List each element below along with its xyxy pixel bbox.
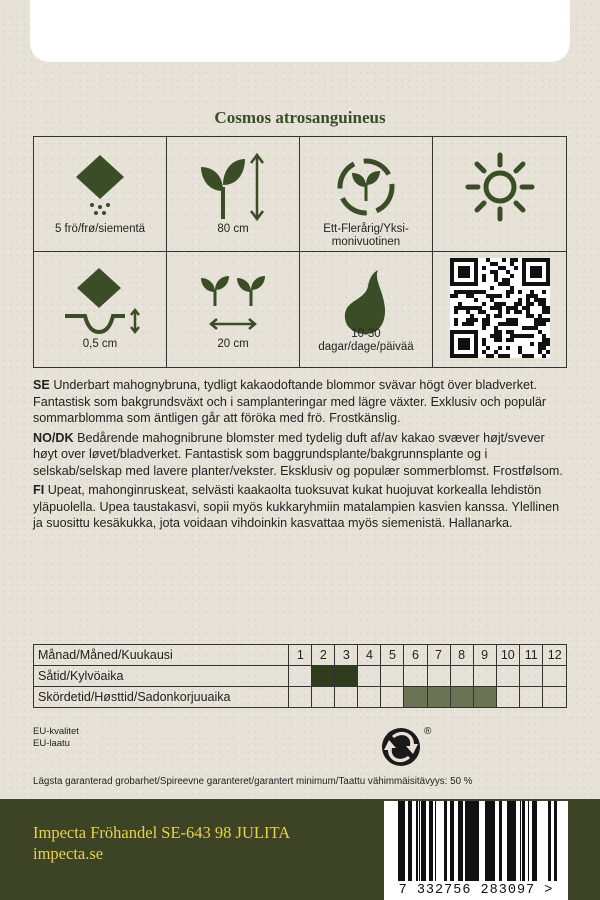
sow-7 (427, 666, 450, 687)
sow-3 (335, 666, 358, 687)
registered-mark: ® (424, 726, 432, 737)
seed-packet-icon (60, 147, 140, 227)
sow-12 (543, 666, 567, 687)
month-8: 8 (450, 645, 473, 666)
harvest-11 (520, 687, 543, 708)
sow-9 (473, 666, 496, 687)
plant-height-icon (193, 147, 273, 227)
description-nodk: NO/DK Bedårende mahognibrune blomster med tydelig duft af/av kakao svæver højt/svever høyt over løvet/bladverket. Fantastisk som baggrundsplante/bakgrunnsplante og i selskab/selskap med lavere planter/vekster. Eksklusiv og populær sommerblomst. Frostfølsom. (33, 430, 563, 478)
sowing-calendar (33, 644, 567, 708)
month-11: 11 (520, 645, 543, 666)
eu-line-1: EU-kvalitet (33, 726, 79, 737)
month-5: 5 (381, 645, 404, 666)
cell-sun (433, 137, 566, 252)
cell-spacing (167, 252, 300, 367)
description-block (33, 377, 567, 535)
calendar-header-label: Månad/Måned/Kuukausi (34, 645, 289, 666)
harvest-1 (289, 687, 312, 708)
cell-height (167, 137, 300, 252)
lifecycle-icon (326, 147, 406, 227)
calendar-row-harvest (34, 687, 567, 708)
eu-line-2: EU-laatu (33, 738, 70, 749)
sow-6 (404, 666, 427, 687)
lifecycle-caption: Ett-Flerårig/Yksi-monivuotinen (323, 223, 409, 248)
height-caption: 80 cm (217, 223, 249, 235)
sow-4 (358, 666, 381, 687)
germination-guarantee: Lägsta garanterad grobarhet/Spireevne garanteret/garantert minimum/Taattu vähimmäisitävyys: 50 % (33, 776, 473, 787)
harvest-6 (404, 687, 427, 708)
harvest-4 (358, 687, 381, 708)
month-3: 3 (335, 645, 358, 666)
sow-5 (381, 666, 404, 687)
cell-sowing-depth (34, 252, 167, 367)
month-4: 4 (358, 645, 381, 666)
barcode-number: 7 332756 283097 > (398, 883, 554, 898)
germination-caption: 10-30 dagar/dage/päivää (318, 328, 414, 353)
description-fi: FI Upeat, mahonginruskeat, selvästi kaakaolta tuoksuvat kukat huojuvat korkealla lehdistön yläpuolella. Upea taustakasvi, sopii myös kukkaryhmiin matalampien kasvien kanssa. Ylellinen ja suosittu kesäkukka, jota voidaan vihdoinkin kasvattaa myös siemenistä. Hallanarka. (33, 483, 560, 530)
eu-quality (33, 726, 79, 750)
harvest-2 (312, 687, 335, 708)
harvest-7 (427, 687, 450, 708)
month-12: 12 (543, 645, 567, 666)
sowing-row-label: Såtid/Kylvöaika (34, 666, 289, 687)
barcode (384, 801, 568, 900)
month-7: 7 (427, 645, 450, 666)
sowing-depth-icon (55, 262, 145, 342)
harvest-3 (335, 687, 358, 708)
calendar-row-sowing (34, 666, 567, 687)
month-2: 2 (312, 645, 335, 666)
sun-icon (460, 147, 540, 227)
footer-text (33, 822, 290, 864)
harvest-8 (450, 687, 473, 708)
harvest-row-label: Skördetid/Høsttid/Sadonkorjuuaika (34, 687, 289, 708)
spacing-caption: 20 cm (217, 338, 249, 350)
sow-1 (289, 666, 312, 687)
recycle-icon (380, 722, 440, 772)
calendar-header-row (34, 645, 567, 666)
harvest-12 (543, 687, 567, 708)
cell-seeds (34, 137, 167, 252)
harvest-10 (496, 687, 519, 708)
info-grid (33, 136, 567, 368)
barcode-bars (384, 801, 568, 881)
sow-2 (312, 666, 335, 687)
species-title: Cosmos atrosanguineus (214, 108, 386, 127)
company-address: Impecta Fröhandel SE-643 98 JULITA (33, 823, 291, 842)
qr-code-icon[interactable] (450, 258, 550, 358)
sow-8 (450, 666, 473, 687)
harvest-5 (381, 687, 404, 708)
month-6: 6 (404, 645, 427, 666)
sow-10 (496, 666, 519, 687)
sowing-depth-caption: 0,5 cm (82, 338, 118, 350)
cell-qr (433, 252, 566, 367)
month-10: 10 (496, 645, 519, 666)
cell-germination (300, 252, 433, 367)
month-9: 9 (473, 645, 496, 666)
seeds-caption: 5 frö/frø/siementä (54, 223, 146, 235)
hang-hole (0, 0, 600, 70)
cell-lifecycle (300, 137, 433, 252)
description-se: SE Underbart mahognybruna, tydligt kakaodoftande blommor svävar högt över bladverket. Fantastisk som bakgrundsväxt och i samplanteringar med lägre växter. Exklusiv och populär sommarblomma som äntligen går att föröka med frö. Frostkänslig. (33, 378, 547, 425)
month-1: 1 (289, 645, 312, 666)
company-website[interactable]: impecta.se (33, 844, 104, 863)
sow-11 (520, 666, 543, 687)
plant-spacing-icon (193, 262, 273, 342)
harvest-9 (473, 687, 496, 708)
